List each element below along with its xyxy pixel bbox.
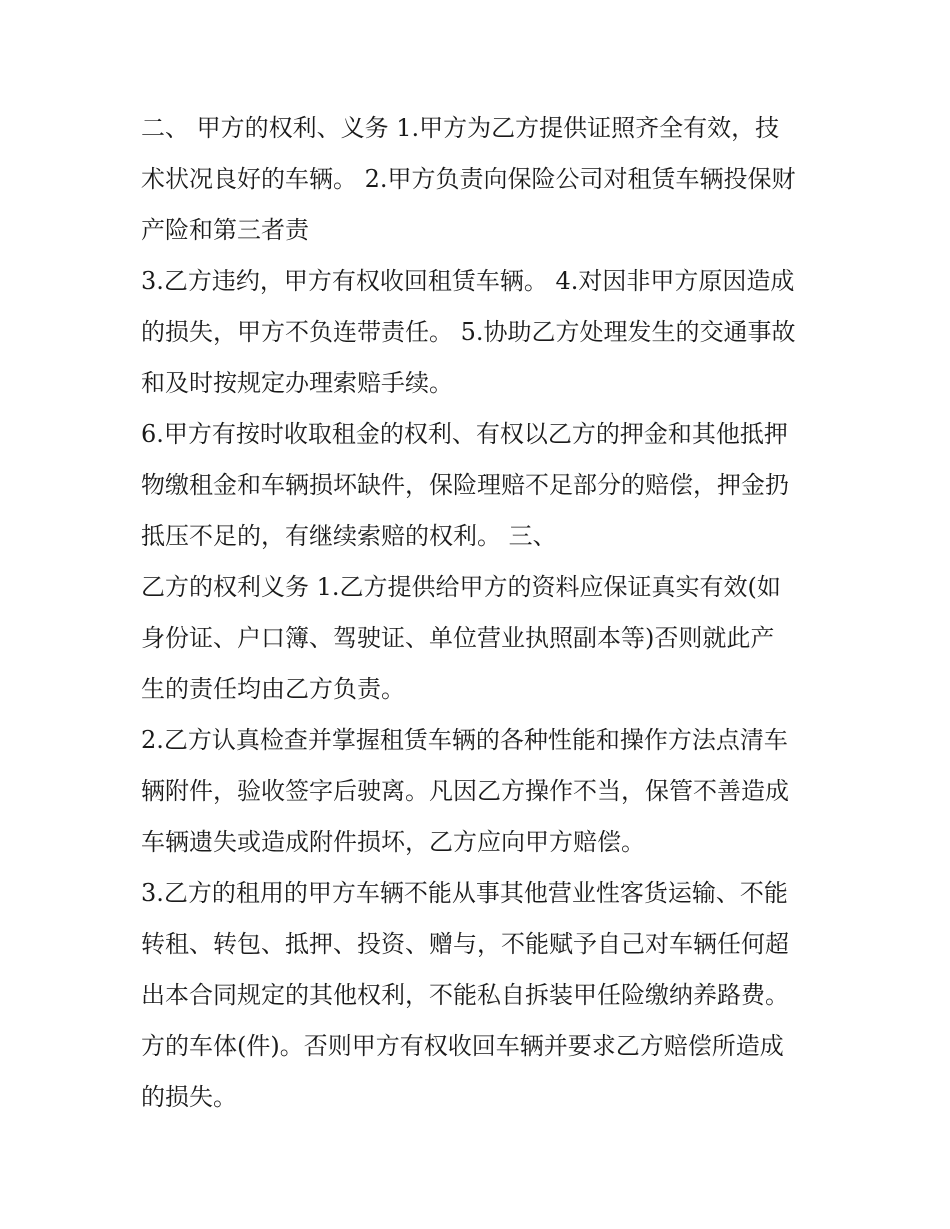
text-line: 转租、转包、抵押、投资、赠与，不能赋予自己对车辆任何超 <box>141 930 789 958</box>
text-line: 和及时按规定办理索赔手续。 <box>141 369 453 397</box>
text-line: 的损失，甲方不负连带责任。 5.协助乙方处理发生的交通事故 <box>141 318 796 346</box>
text-line: 辆附件，验收签字后驶离。凡因乙方操作不当，保管不善造成 <box>141 777 789 805</box>
document-body <box>141 103 821 1123</box>
text-line: 产险和第三者责 <box>141 216 309 244</box>
text-line: 6.甲方有按时收取租金的权利、有权以乙方的押金和其他抵押 <box>141 420 788 448</box>
text-line: 身份证、户口簿、驾驶证、单位营业执照副本等)否则就此产 <box>141 624 775 652</box>
text-line: 二、 甲方的权利、义务 1.甲方为乙方提供证照齐全有效，技 <box>141 114 780 142</box>
text-line: 的损失。 <box>141 1083 237 1111</box>
text-line: 2.乙方认真检查并掌握租赁车辆的各种性能和操作方法点清车 <box>141 726 788 754</box>
text-line: 乙方的权利义务 1.乙方提供给甲方的资料应保证真实有效(如 <box>141 573 781 601</box>
text-line: 生的责任均由乙方负责。 <box>141 675 405 703</box>
text-line: 方的车体(件)。否则甲方有权收回车辆并要求乙方赔偿所造成 <box>141 1032 784 1060</box>
text-line: 抵压不足的，有继续索赔的权利。 三、 <box>141 522 557 550</box>
text-line: 车辆遗失或造成附件损坏，乙方应向甲方赔偿。 <box>141 828 645 856</box>
text-line: 3.乙方的租用的甲方车辆不能从事其他营业性客货运输、不能 <box>141 879 788 907</box>
text-line: 物缴租金和车辆损坏缺件，保险理赔不足部分的赔偿，押金扔 <box>141 471 789 499</box>
text-line: 术状况良好的车辆。 2.甲方负责向保险公司对租赁车辆投保财 <box>141 165 796 193</box>
text-line: 出本合同规定的其他权利，不能私自拆装甲任险缴纳养路费。 <box>141 981 789 1009</box>
text-line: 3.乙方违约，甲方有权收回租赁车辆。 4.对因非甲方原因造成 <box>141 267 795 295</box>
